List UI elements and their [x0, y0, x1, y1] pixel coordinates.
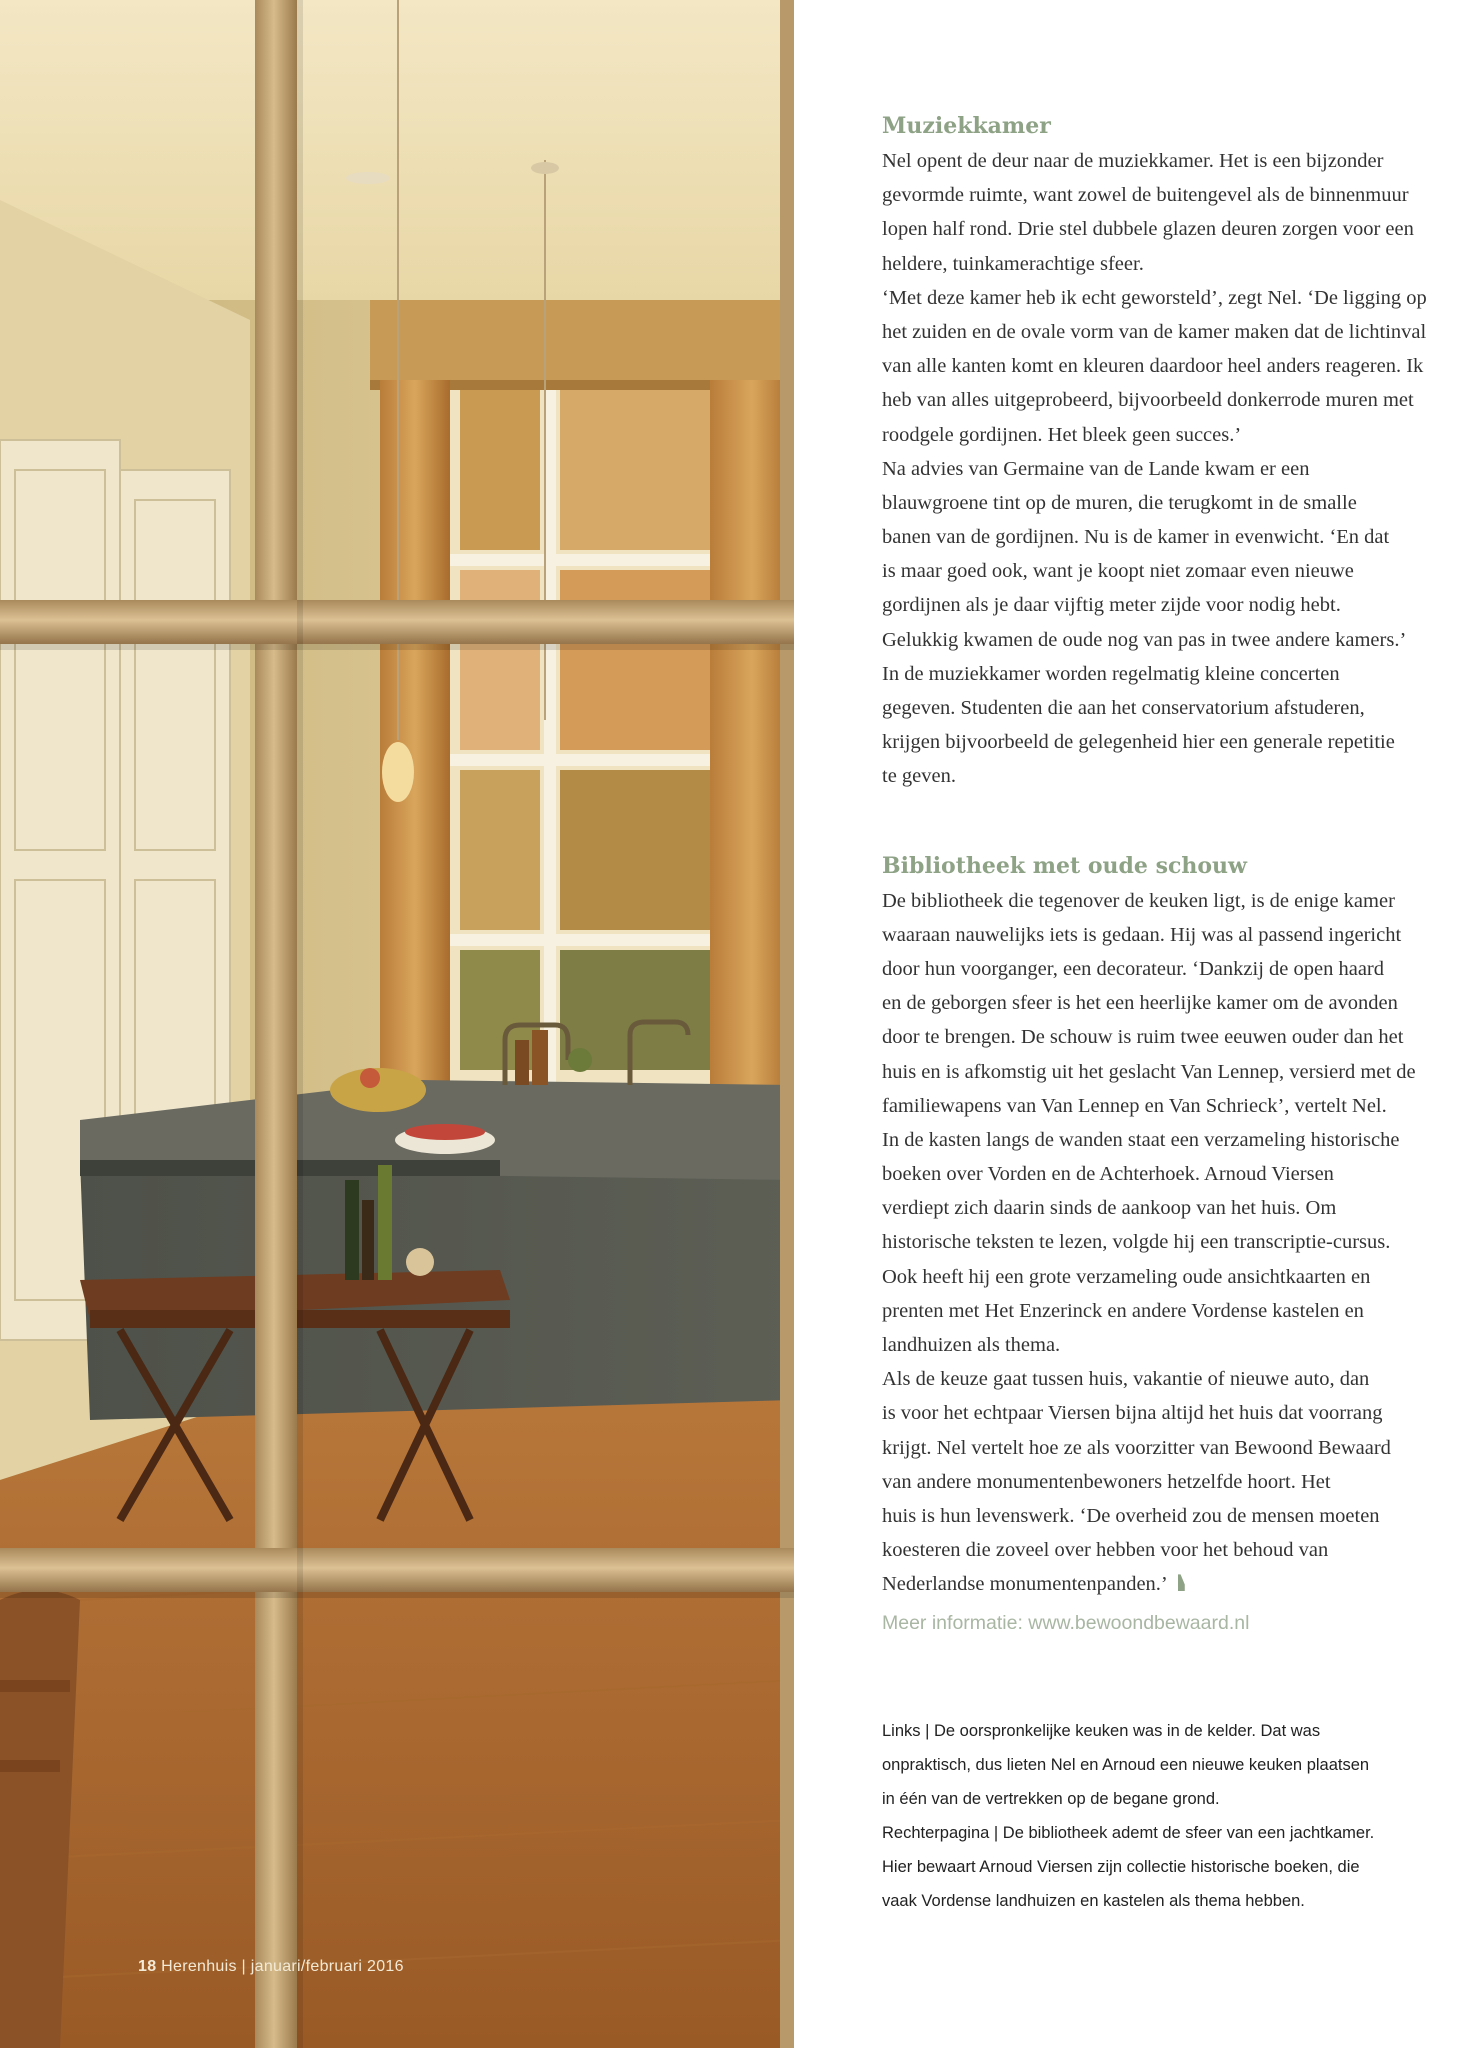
end-of-article-icon — [1178, 1574, 1185, 1591]
text-line: heldere, tuinkamerachtige sfeer. — [882, 252, 1144, 275]
text-line: Als de keuze gaat tussen huis, vakantie of nieuwe auto, dan — [882, 1368, 1370, 1391]
text-line: Gelukkig kwamen de oude nog van pas in twee andere kamers.’ — [882, 628, 1407, 651]
text-line: Na advies van Germaine van de Lande kwam er een — [882, 457, 1310, 480]
text-line: heb van alles uitgeprobeerd, bijvoorbeeld donkerrode muren met — [882, 389, 1414, 412]
text-line: Nederlandse monumentenpanden.’ — [882, 1573, 1168, 1596]
text-line: boeken over Vorden en de Achterhoek. Arnoud Viersen — [882, 1163, 1334, 1186]
text-line: familiewapens van Van Lennep en Van Schrieck’, vertelt Nel. — [882, 1094, 1387, 1117]
section-body-muziekkamer — [882, 144, 1452, 794]
section-heading-bibliotheek: Bibliotheek met oude schouw — [882, 852, 1247, 879]
more-info-link[interactable]: Meer informatie: www.bewoondbewaard.nl — [882, 1612, 1250, 1634]
page-number: 18 — [138, 1958, 157, 1975]
section-spacer — [882, 794, 1452, 848]
text-line: Nel opent de deur naar de muziekkamer. Het is een bijzonder — [882, 150, 1384, 172]
text-line: prenten met Het Enzerinck en andere Vordense kastelen en — [882, 1299, 1364, 1322]
text-line: van andere monumentenbewoners hetzelfde hoort. Het — [882, 1470, 1331, 1493]
text-line: lopen half rond. Drie stel dubbele glazen deuren zorgen voor een — [882, 218, 1414, 241]
magazine-name: Herenhuis — [161, 1958, 237, 1975]
text-line: waaraan nauwelijks iets is gedaan. Hij was al passend ingericht — [882, 923, 1402, 946]
text-line: gevormde ruimte, want zowel de buitengevel als de binnenmuur — [882, 184, 1409, 207]
text-line: te geven. — [882, 765, 956, 788]
text-line: banen van de gordijnen. Nu is de kamer in evenwicht. ‘En dat — [882, 526, 1390, 549]
text-line: door te brengen. De schouw is ruim twee eeuwen ouder dan het — [882, 1026, 1404, 1049]
caption-line: onpraktisch, dus lieten Nel en Arnoud een nieuwe keuken plaatsen — [882, 1756, 1370, 1774]
article-body — [882, 108, 1452, 1602]
text-line: huis en is afkomstig uit het geslacht Van Lennep, versierd met de — [882, 1060, 1416, 1083]
caption-line: Hier bewaart Arnoud Viersen zijn collectie historische boeken, die — [882, 1858, 1360, 1876]
text-line: gegeven. Studenten die aan het conservatorium afstuderen, — [882, 697, 1365, 719]
text-line: het zuiden en de ovale vorm van de kamer maken dat de lichtinval — [882, 320, 1427, 343]
text-line-last — [882, 1567, 1452, 1601]
text-line: In de muziekkamer worden regelmatig kleine concerten — [882, 662, 1340, 685]
text-line: en de geborgen sfeer is het een heerlijke kamer om de avonden — [882, 992, 1398, 1015]
caption-line: Rechterpagina | De bibliotheek ademt de sfeer van een jachtkamer. — [882, 1824, 1375, 1842]
text-line: roodgele gordijnen. Het bleek geen succes.’ — [882, 423, 1242, 446]
folio-separator: | — [241, 1958, 247, 1975]
text-line: is voor het echtpaar Viersen bijna altijd het huis dat voorrang — [882, 1402, 1383, 1425]
text-line: van alle kanten komt en kleuren daardoor heel anders reageren. Ik — [882, 355, 1424, 378]
text-line: huis is hun levenswerk. ‘De overheid zou de mensen moeten — [882, 1504, 1380, 1527]
section-body-bibliotheek — [882, 884, 1452, 1602]
text-line: krijgt. Nel vertelt hoe ze als voorzitter van Bewoond Bewaard — [882, 1436, 1391, 1459]
text-line: koesteren die zoveel over hebben voor het behoud van — [882, 1539, 1329, 1562]
text-line: verdiept zich daarin sinds de aankoop van het huis. Om — [882, 1197, 1337, 1220]
text-line: Ook heeft hij een grote verzameling oude ansichtkaarten en — [882, 1265, 1371, 1288]
text-line: door hun voorganger, een decorateur. ‘Dankzij de open haard — [882, 957, 1384, 980]
caption-line: Links | De oorspronkelijke keuken was in de kelder. Dat was — [882, 1722, 1321, 1740]
text-line: gordijnen als je daar vijftig meter zijde voor nodig hebt. — [882, 594, 1341, 617]
caption-line: vaak Vordense landhuizen en kastelen als thema hebben. — [882, 1892, 1305, 1910]
page-folio — [138, 1958, 404, 1976]
section-heading-muziekkamer: Muziekkamer — [882, 113, 1051, 139]
text-line: historische teksten te lezen, volgde hij een transcriptie-cursus. — [882, 1231, 1391, 1254]
text-line: landhuizen als thema. — [882, 1334, 1061, 1356]
issue-date: januari/februari 2016 — [250, 1958, 404, 1975]
text-line: ‘Met deze kamer heb ik echt geworsteld’, zegt Nel. ‘De ligging op — [882, 286, 1427, 309]
text-line: De bibliotheek die tegenover de keuken ligt, is de enige kamer — [882, 889, 1395, 912]
text-line: is maar goed ook, want je koopt niet zomaar even nieuwe — [882, 560, 1354, 583]
text-line: In de kasten langs de wanden staat een verzameling historische — [882, 1128, 1400, 1151]
text-line: krijgen bijvoorbeeld de gelegenheid hier een generale repetitie — [882, 731, 1395, 754]
caption-line: in één van de vertrekken op de begane grond. — [882, 1790, 1220, 1808]
text-line: blauwgroene tint op de muren, die terugkomt in de smalle — [882, 491, 1357, 514]
photo-caption — [882, 1714, 1452, 1918]
